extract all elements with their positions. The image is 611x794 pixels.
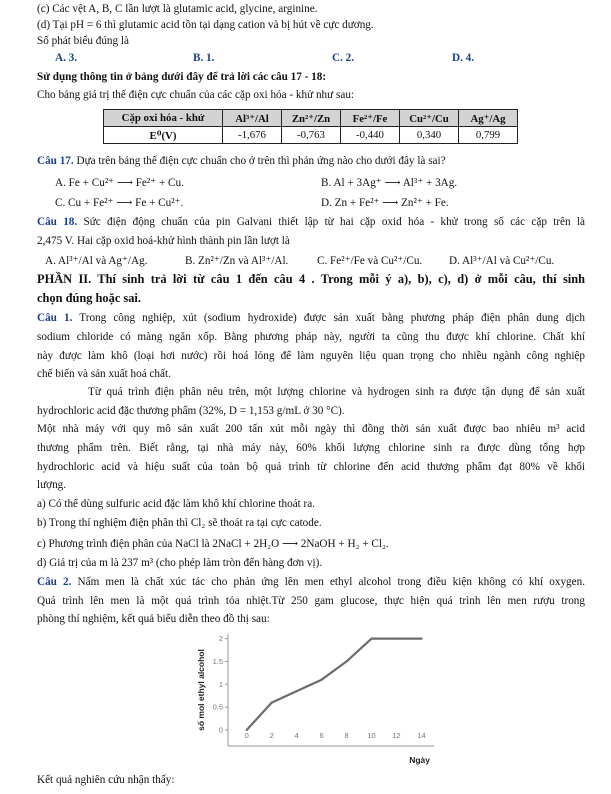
ethanol-fermentation-chart <box>194 630 444 770</box>
y-tick-label: 2 <box>218 634 223 644</box>
y-axis-label: số mol ethyl alcohol <box>196 649 206 731</box>
question-17 <box>37 154 585 168</box>
question-18 <box>37 215 585 229</box>
y-tick-label: 0.5 <box>212 702 223 712</box>
c1-statement-a[interactable]: a) Có thể dùng sulfuric acid đặc làm khô khí chlorine thoát ra. <box>37 498 316 510</box>
table-row-label: E⁰(V) <box>104 127 223 144</box>
table-header-cell: Ag⁺/Ag <box>459 110 518 127</box>
c1-line-1 <box>37 311 585 325</box>
table-cell: -1,676 <box>223 127 282 144</box>
c1-line-6: hydrochloric acid đặc thương phẩm (32%, D = 1,153 g/mL ở 30 °C). <box>37 405 345 417</box>
series-line <box>247 639 422 730</box>
table-header-cell: Zn²⁺/Zn <box>282 110 341 127</box>
c1-line-1-text: Trong công nghiệp, xút (sodium hydroxide) được sản xuất bằng phương pháp điện phân dung dịch <box>72 312 585 324</box>
table-intro: Cho bảng giá trị thế điện cực chuẩn của các cặp oxi hóa - khử như sau: <box>37 89 355 101</box>
c1-line-7: Một nhà máy với quy mô sản xuất 200 tấn xút mỗi ngày thì đồng thời sản xuất được bao nhiêu m³ acid <box>37 423 585 435</box>
q18-option-c[interactable]: C. Fe²⁺/Fe và Cu²⁺/Cu. <box>317 255 423 267</box>
table-cell: 0,799 <box>459 127 518 144</box>
question-18-label: Câu 18. <box>37 216 78 228</box>
c1-line-3: này được làm khô (loại hơi nước) rồi hoá lỏng để làm nguyên liệu quan trọng cho nhiều ngành công nghiệp <box>37 350 585 362</box>
data-point <box>296 690 298 692</box>
part-2-heading: PHẦN II. Thí sinh trả lời từ câu 1 đến câu 4 . Trong mỗi ý a), b), c), d) ở mỗi câu, thí sinh <box>37 272 585 286</box>
q18-option-d[interactable]: D. Al³⁺/Al và Cu²⁺/Cu. <box>449 255 555 267</box>
x-tick-label: 8 <box>344 731 349 740</box>
info-heading: Sử dụng thông tin ở bảng dưới đây để trả lời các câu 17 - 18: <box>37 71 327 83</box>
prev-answer-c[interactable]: C. 2. <box>332 52 355 64</box>
c1-line-8: thương phẩm trên. Biết rằng, tại nhà máy này, 60% khối lượng chlorine sinh ra được dùng tổng hợp <box>37 442 585 454</box>
table-header-cell: Fe²⁺/Fe <box>341 110 400 127</box>
c1-line-9: hydrochloric acid và hiệu suất của toàn bộ quá trình từ chlorine đến acid thương phẩm đạt 80% về khối <box>37 461 585 473</box>
data-point <box>395 637 397 639</box>
c2-line-2: Quá trình lên men là một quá trình tỏa nhiệt.Từ 250 gam glucose, thực hiện quá trình lên men rượu trong <box>37 595 585 607</box>
table-row <box>104 127 518 144</box>
electrode-potential-table <box>103 109 518 144</box>
prev-statement-d: (d) Tại pH = 6 thì glutamic acid tồn tại dạng cation và bị hút về cực dương. <box>37 19 374 31</box>
data-point <box>420 637 422 639</box>
c1-statement-d[interactable]: d) Giá trị của m là 237 m³ (cho phép làm tròn đến hàng đơn vị). <box>37 557 323 569</box>
table-header-cell: Cu²⁺/Cu <box>400 110 459 127</box>
table-cell: 0,340 <box>400 127 459 144</box>
x-tick-label: 6 <box>319 731 324 740</box>
x-tick-label: 14 <box>417 731 426 740</box>
y-tick-label: 1 <box>218 679 223 689</box>
count-prompt: Số phát biểu đúng là <box>37 35 129 47</box>
question-18-text: Sức điện động chuẩn của pin Galvani thiết lập từ hai cặp oxid hóa - khử trong số các cặp trên là <box>77 216 585 228</box>
q17-option-b[interactable]: B. Al + 3Ag⁺ ⟶ Al³⁺ + 3Ag. <box>321 177 458 189</box>
x-tick-label: 0 <box>244 731 249 740</box>
question-17-label: Câu 17. <box>37 155 74 167</box>
c1-line-2: sodium chloride có màng ngăn xốp. Bằng phương pháp này, người ta cũng thu được khí chlorine. Chất khí <box>37 331 585 343</box>
x-tick-label: 10 <box>367 731 376 740</box>
table-header-row <box>104 110 518 127</box>
q18-option-b[interactable]: B. Zn²⁺/Zn và Al³⁺/Al. <box>185 255 289 267</box>
c1-line-4: chế biến và sản xuất hoá chất. <box>37 368 171 380</box>
c1-line-10: lượng. <box>37 479 67 491</box>
question-17-text: Dựa trên bảng thế điện cực chuẩn cho ở trên thì phản ứng nào cho dưới đây là sai? <box>73 155 446 167</box>
prev-statement-c: (c) Các vệt A, B, C lần lượt là glutamic acid, glycine, arginine. <box>37 3 318 15</box>
prev-answer-d[interactable]: D. 4. <box>452 52 475 64</box>
table-header-cell: Al³⁺/Al <box>223 110 282 127</box>
table-cell: -0,440 <box>341 127 400 144</box>
data-point <box>370 637 372 639</box>
c1-statement-b[interactable]: b) Trong thí nghiệm điện phân thì Cl₂ sẽ thoát ra tại cực catode. <box>37 517 322 529</box>
x-tick-label: 2 <box>269 731 274 740</box>
data-point <box>271 701 273 703</box>
question-18-cont: 2,475 V. Hai cặp oxid hoá-khử hình thành pin lần lượt là <box>37 235 290 247</box>
x-axis-label: Ngày <box>409 755 430 765</box>
prev-answer-b[interactable]: B. 1. <box>193 52 215 64</box>
table-header-cell: Cặp oxi hóa - khử <box>104 110 223 127</box>
x-tick-label: 4 <box>294 731 299 740</box>
c2-line-3: phòng thí nghiệm, kết quả biểu diễn theo đồ thị sau: <box>37 613 270 625</box>
table-cell: -0,763 <box>282 127 341 144</box>
q17-option-a[interactable]: A. Fe + Cu²⁺ ⟶ Fe²⁺ + Cu. <box>55 177 184 189</box>
c2-line-1-text: Nấm men là chất xúc tác cho phản ứng lên men ethyl alcohol trong điều kiện không có khí oxygen. <box>71 576 585 588</box>
c2-label: Câu 2. <box>37 576 72 588</box>
y-tick-label: 0 <box>218 725 223 735</box>
x-tick-label: 12 <box>392 731 401 740</box>
prev-answer-a[interactable]: A. 3. <box>55 52 78 64</box>
data-point <box>346 660 348 662</box>
y-tick-label: 1.5 <box>212 656 223 666</box>
q18-option-a[interactable]: A. Al³⁺/Al và Ag⁺/Ag. <box>45 255 148 267</box>
q17-option-c[interactable]: C. Cu + Fe²⁺ ⟶ Fe + Cu²⁺. <box>55 197 184 209</box>
result-lead: Kết quả nghiên cứu nhận thấy: <box>37 774 175 786</box>
data-point <box>321 679 323 681</box>
c2-line-1 <box>37 575 585 589</box>
c1-label: Câu 1. <box>37 312 73 324</box>
q17-option-d[interactable]: D. Zn + Fe²⁺ ⟶ Zn²⁺ + Fe. <box>321 197 449 209</box>
c1-line-5: Từ quá trình điện phân nêu trên, một lượng chlorine và hydrogen sinh ra được tận dụng để sản xuất <box>88 386 585 398</box>
data-point <box>246 729 248 731</box>
c1-statement-c[interactable]: c) Phương trình điện phân của NaCl là 2NaCl + 2H₂O ⟶ 2NaOH + H₂ + Cl₂. <box>37 538 389 550</box>
part-2-heading-cont: chọn đúng hoặc sai. <box>37 291 141 305</box>
